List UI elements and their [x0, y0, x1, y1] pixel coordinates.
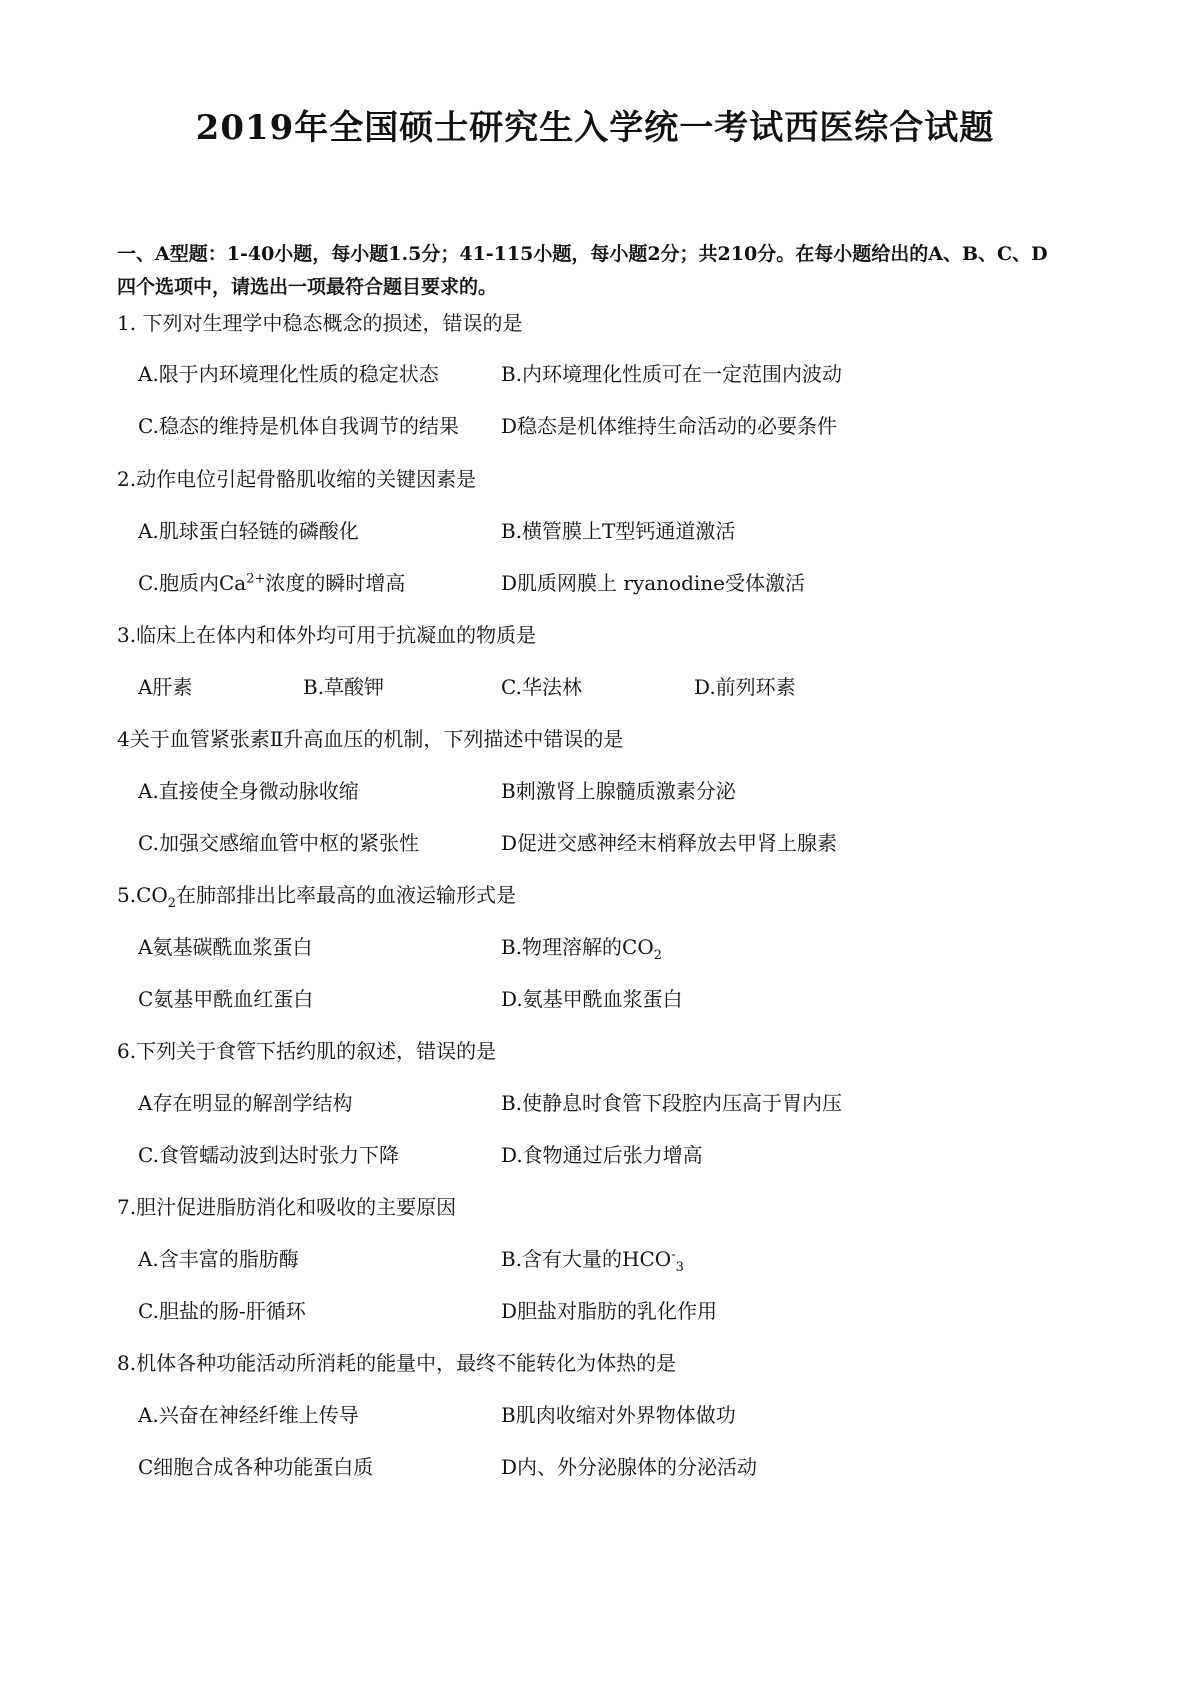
question-3-option-d: D.前列环素 [694, 675, 796, 699]
question-4-option-c: C.加强交感缩血管中枢的紧张性 [138, 831, 419, 855]
question-2-option-d: D肌质网膜上 ryanodine受体激活 [501, 571, 806, 595]
question-6-options-row-1 [138, 1087, 1058, 1115]
question-7-option-b-text: B.含有大量的HCO [501, 1247, 672, 1271]
question-6-stem: 6.下列关于食管下括约肌的叙述，错误的是 [117, 1039, 497, 1063]
question-7-option-a: A.含丰富的脂肪酶 [138, 1247, 299, 1271]
question-5-options-row-1 [138, 931, 1058, 963]
question-3-option-a: A肝素 [138, 675, 193, 699]
question-8-stem: 8.机体各种功能活动所消耗的能量中，最终不能转化为体热的是 [117, 1351, 677, 1375]
question-5-stem-subscript: 2 [167, 896, 177, 911]
question-4-option-b: B刺激肾上腺髓质激素分泌 [501, 779, 736, 803]
question-6-option-a: A存在明显的解剖学结构 [138, 1091, 353, 1115]
question-1-option-c: C.稳态的维持是机体自我调节的结果 [138, 414, 459, 438]
question-1-option-b: B.内环境理化性质可在一定范围内波动 [501, 362, 843, 386]
question-7-option-c: C.胆盐的肠-肝循环 [138, 1299, 306, 1323]
question-2-options-row-2 [138, 567, 1058, 595]
question-4-options-row-1 [138, 775, 1058, 803]
question-2-options-row-1 [138, 515, 1058, 543]
question-1-option-a: A.限于内环境理化性质的稳定状态 [138, 362, 439, 386]
question-7-option-d: D胆盐对脂肪的乳化作用 [501, 1299, 718, 1323]
question-7-option-b-charge: - [671, 1247, 676, 1263]
question-5-option-b-text: B.物理溶解的CO [501, 935, 654, 959]
question-3-option-c: C.华法林 [501, 675, 582, 699]
question-5-options-row-2 [138, 983, 1058, 1011]
question-2-stem: 2.动作电位引起骨骼肌收缩的关键因素是 [117, 467, 477, 491]
question-2-option-c [138, 567, 405, 596]
question-7-stem: 7.胆汁促进脂肪消化和吸收的主要原因 [117, 1195, 457, 1219]
question-8-option-b: B肌肉收缩对外界物体做功 [501, 1403, 736, 1427]
question-5-option-a: A氨基碳酰血浆蛋白 [138, 935, 313, 959]
question-7-option-b-subscript: 3 [675, 1260, 684, 1275]
section-heading [117, 238, 1077, 304]
question-6-option-b: B.使静息时食管下段腔内压高于胃内压 [501, 1091, 843, 1115]
question-5-stem-tail: 在肺部排出比率最高的血液运输形式是 [176, 883, 517, 907]
question-1-option-d: D稳态是机体维持生命活动的必要条件 [501, 414, 838, 438]
question-5-option-b [501, 931, 662, 963]
question-7-options-row-1 [138, 1243, 1058, 1275]
section-heading-line1: 一、A型题：1-40小题，每小题1.5分；41-115小题，每小题2分；共210分。在每小题给出的A、B、C、D [117, 243, 1048, 265]
question-8-options-row-1 [138, 1399, 1058, 1427]
question-7-option-b [501, 1243, 684, 1275]
question-8-option-c: C细胞合成各种功能蛋白质 [138, 1455, 374, 1479]
question-3-options-row [138, 671, 1058, 699]
question-2-option-b: B.横管膜上T型钙通道激活 [501, 519, 736, 543]
question-3-option-b: B.草酸钾 [303, 675, 385, 699]
question-4-option-a: A.直接使全身微动脉收缩 [138, 779, 359, 803]
question-8-option-a: A.兴奋在神经纤维上传导 [138, 1403, 359, 1427]
question-5-option-c: C氨基甲酰血红蛋白 [138, 987, 314, 1011]
section-heading-line2: 四个选项中，请选出一项最符合题目要求的。 [117, 276, 498, 298]
question-5-option-b-subscript: 2 [653, 948, 663, 963]
question-7-options-row-2 [138, 1295, 1058, 1323]
question-4-option-d: D促进交感神经末梢释放去甲肾上腺素 [501, 831, 838, 855]
question-8-options-row-2 [138, 1451, 1058, 1479]
question-1-stem: 1. 下列对生理学中稳态概念的损述，错误的是 [117, 311, 523, 335]
question-2-option-a: A.肌球蛋白轻链的磷酸化 [138, 519, 359, 543]
question-4-options-row-2 [138, 827, 1058, 855]
question-2-option-c-text: C.胞质内Ca [138, 571, 247, 595]
page-title: 2019年全国硕士研究生入学统一考试西医综合试题 [195, 108, 995, 148]
question-1-options-row-2 [138, 410, 1058, 438]
question-4-stem: 4关于血管紧张素Ⅱ升高血压的机制，下列描述中错误的是 [117, 727, 624, 751]
question-5-stem [117, 879, 516, 911]
question-5-stem-text: 5.CO [117, 883, 168, 907]
question-2-option-c-tail: 浓度的瞬时增高 [265, 571, 406, 595]
question-3-stem: 3.临床上在体内和体外均可用于抗凝血的物质是 [117, 623, 537, 647]
question-6-options-row-2 [138, 1139, 1058, 1167]
question-2-option-c-charge: 2+ [246, 571, 266, 587]
question-1-options-row-1 [138, 358, 1058, 386]
question-6-option-c: C.食管蠕动波到达时张力下降 [138, 1143, 399, 1167]
question-8-option-d: D内、外分泌腺体的分泌活动 [501, 1455, 758, 1479]
question-5-option-d: D.氨基甲酰血浆蛋白 [501, 987, 683, 1011]
question-6-option-d: D.食物通过后张力增高 [501, 1143, 703, 1167]
